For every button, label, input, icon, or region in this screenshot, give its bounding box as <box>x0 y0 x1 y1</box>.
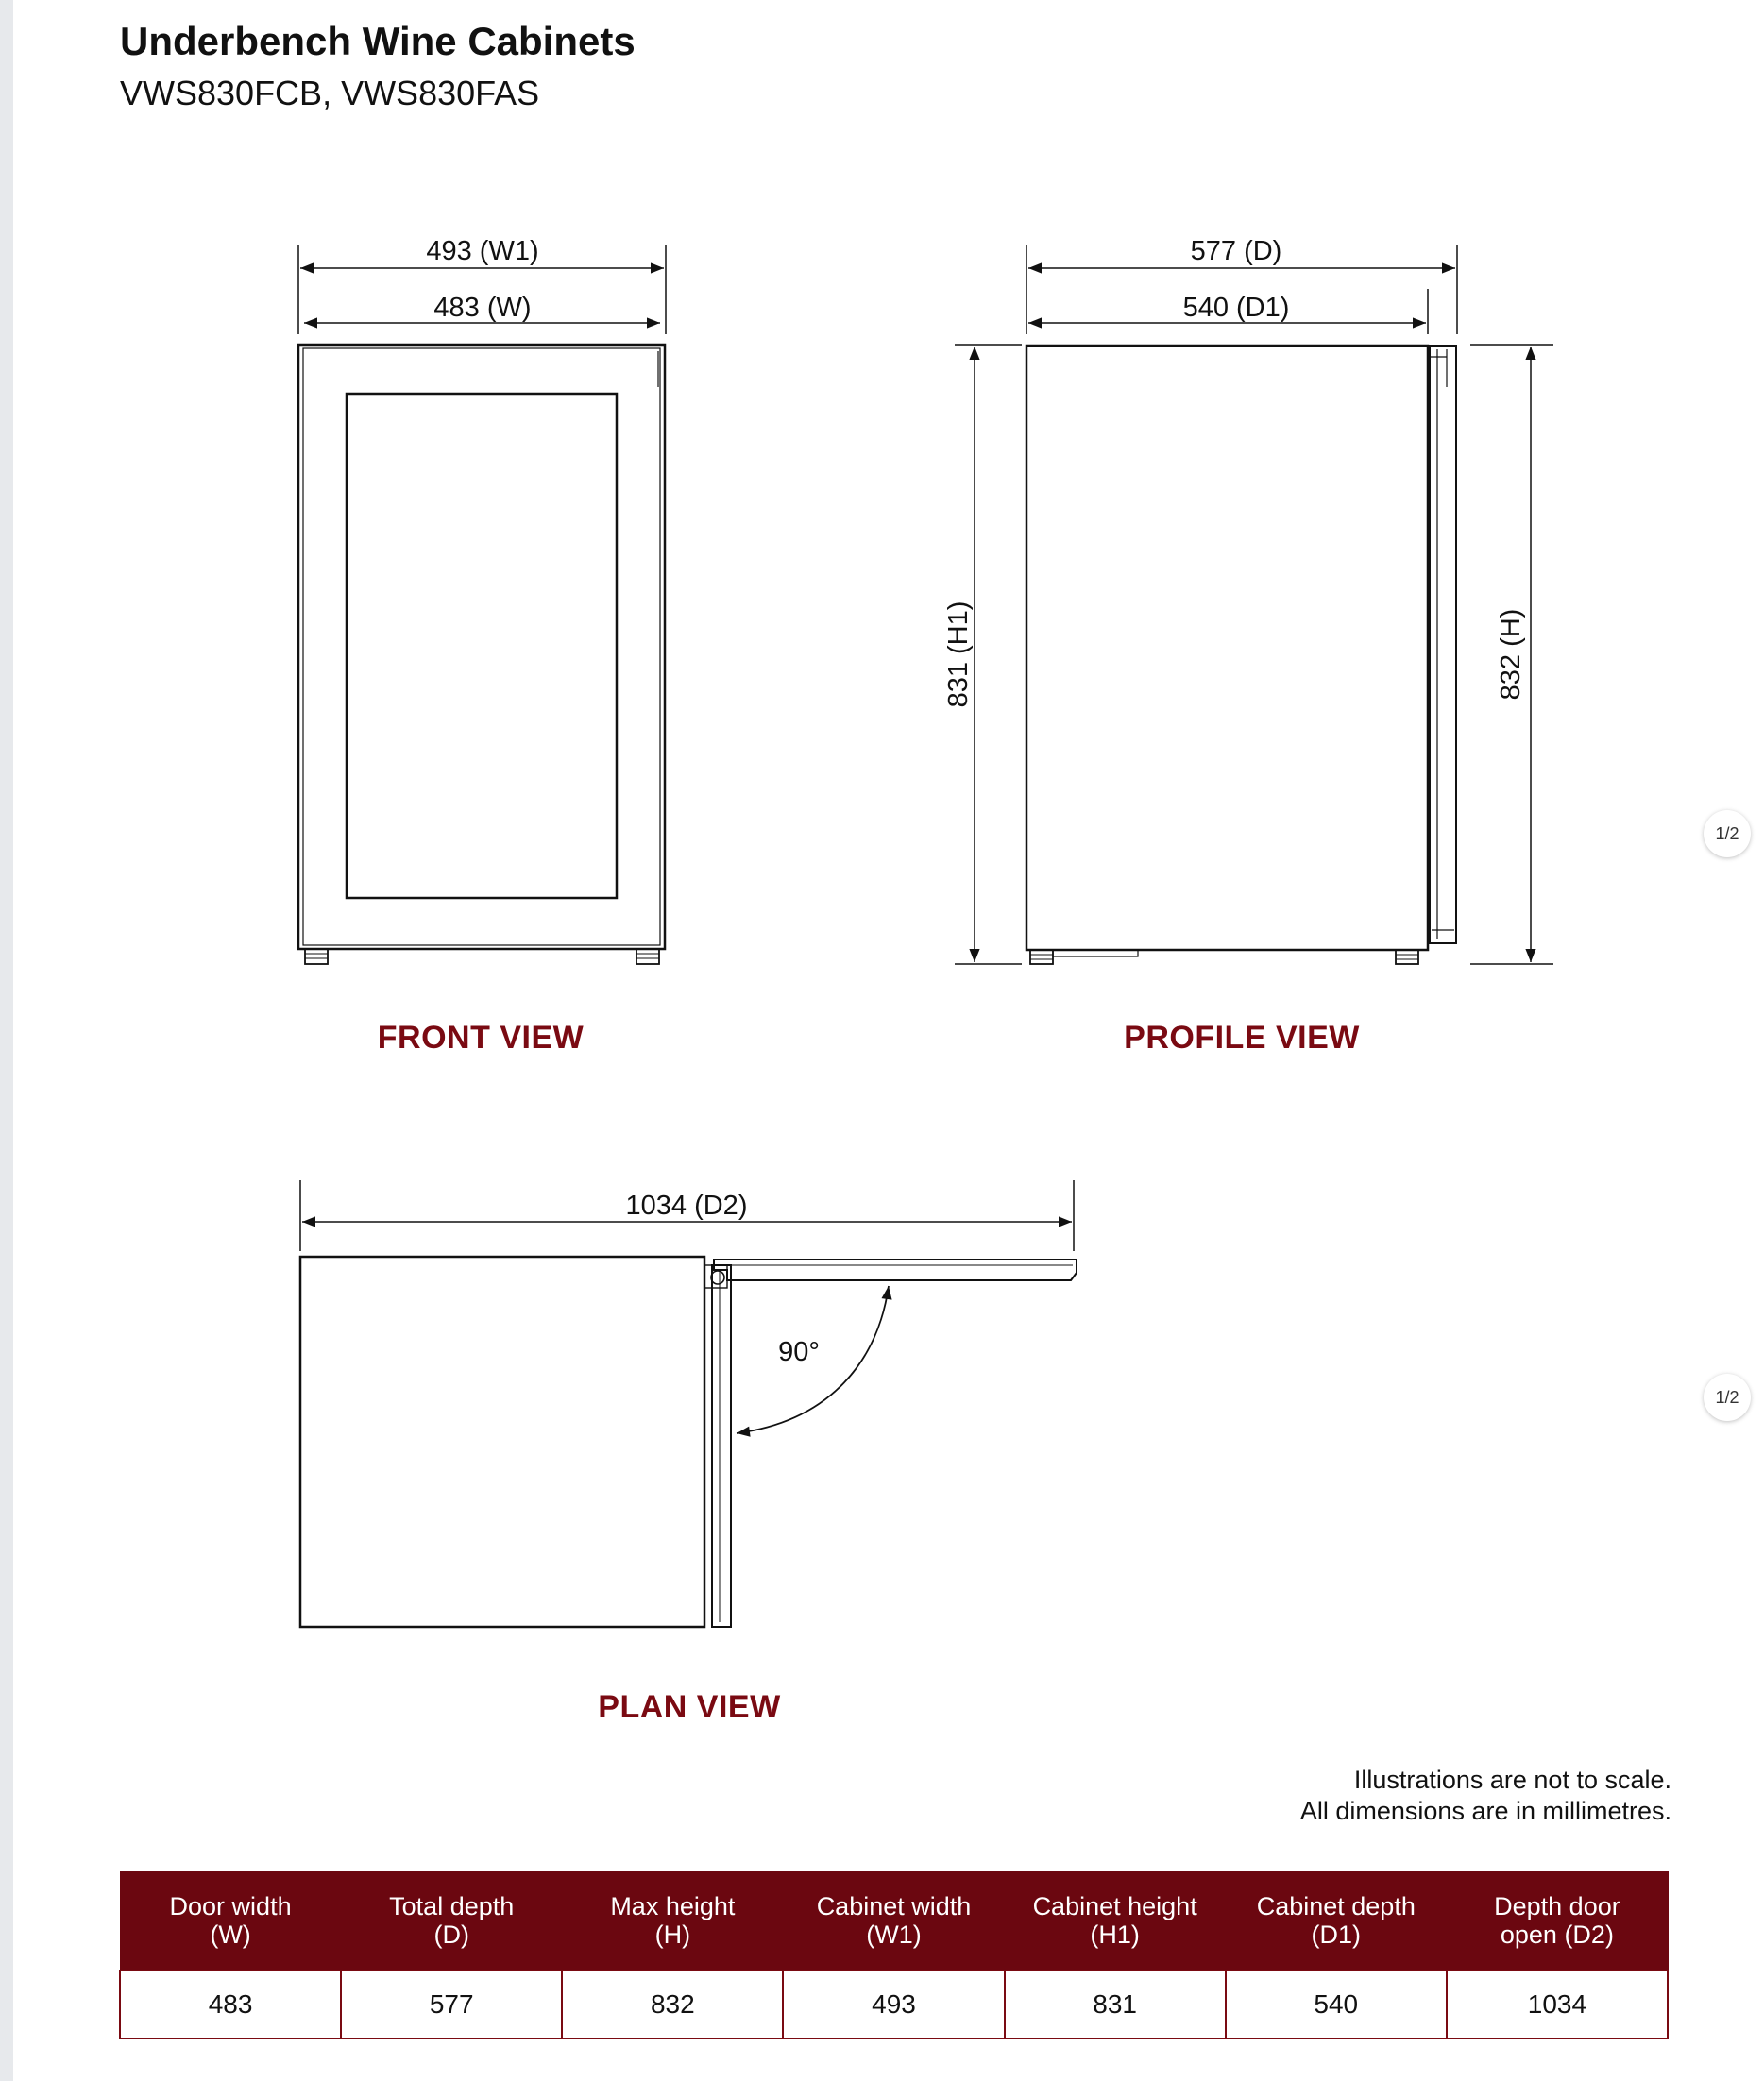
front-door-glass <box>347 394 617 898</box>
profile-cabinet-body <box>1026 346 1428 950</box>
value-door-width: 483 <box>120 1971 341 2039</box>
angle-label: 90° <box>778 1337 820 1367</box>
header-line: Total depth <box>389 1892 515 1920</box>
dim-label-d2: 1034 (D2) <box>625 1191 748 1221</box>
header-line: Cabinet height <box>1032 1892 1197 1920</box>
front-foot-right <box>636 949 659 964</box>
header-line: (D) <box>433 1920 469 1949</box>
dim-label-w1: 493 (W1) <box>426 236 539 266</box>
header-door-width <box>120 1871 341 1971</box>
dimensions-table <box>119 1871 1669 2039</box>
dim-label-d: 577 (D) <box>1190 236 1282 266</box>
header-max-height <box>562 1871 783 1971</box>
value-max-height: 832 <box>562 1971 783 2039</box>
profile-view <box>955 245 1553 964</box>
header-depth-door-open <box>1447 1871 1668 1971</box>
table-header-row <box>120 1871 1668 1971</box>
profile-view-label: PROFILE VIEW <box>1124 1020 1360 1056</box>
header-line: open (D2) <box>1500 1920 1614 1949</box>
value-cabinet-depth: 540 <box>1226 1971 1447 2039</box>
dim-label-w: 483 (W) <box>433 293 532 323</box>
header-line: (H) <box>654 1920 691 1949</box>
profile-door <box>1430 346 1456 943</box>
hinge-icon <box>711 1271 724 1284</box>
header-line: Cabinet depth <box>1256 1892 1416 1920</box>
header-line: (H1) <box>1090 1920 1140 1949</box>
note-not-to-scale: Illustrations are not to scale. <box>1353 1766 1671 1794</box>
front-view-label: FRONT VIEW <box>377 1020 585 1056</box>
plan-door-closed <box>712 1265 731 1627</box>
profile-foot-rear <box>1396 950 1418 964</box>
front-foot-left <box>305 949 328 964</box>
front-view <box>298 245 666 964</box>
value-cabinet-width: 493 <box>783 1971 1004 2039</box>
profile-foot-front <box>1030 950 1053 964</box>
header-line: Max height <box>610 1892 736 1920</box>
header-line: Door width <box>169 1892 292 1920</box>
header-line: (D1) <box>1311 1920 1362 1949</box>
plan-cabinet-body <box>300 1257 704 1627</box>
plan-door-open <box>714 1260 1077 1280</box>
plan-view <box>300 1180 1077 1627</box>
dim-label-h1: 831 (H1) <box>943 601 974 708</box>
value-total-depth: 577 <box>341 1971 562 2039</box>
dim-label-d1: 540 (D1) <box>1182 293 1290 323</box>
value-cabinet-height: 831 <box>1005 1971 1226 2039</box>
header-line: Depth door <box>1494 1892 1620 1920</box>
header-cabinet-width <box>783 1871 1004 1971</box>
table-row <box>120 1971 1668 2039</box>
front-cabinet-body <box>298 345 665 949</box>
header-line: Cabinet width <box>816 1892 972 1920</box>
header-line: (W) <box>210 1920 251 1949</box>
page-indicator[interactable]: 1/2 <box>1704 1374 1751 1421</box>
header-cabinet-depth <box>1226 1871 1447 1971</box>
dim-label-h: 832 (H) <box>1496 608 1526 701</box>
page-indicator[interactable]: 1/2 <box>1704 810 1751 857</box>
note-units: All dimensions are in millimetres. <box>1299 1797 1671 1825</box>
header-cabinet-height <box>1005 1871 1226 1971</box>
header-total-depth <box>341 1871 562 1971</box>
header-line: (W1) <box>866 1920 922 1949</box>
value-depth-door-open: 1034 <box>1447 1971 1668 2039</box>
model-numbers: VWS830FCB, VWS830FAS <box>120 74 540 112</box>
document-title: Underbench Wine Cabinets <box>120 19 636 63</box>
plan-view-label: PLAN VIEW <box>598 1689 781 1725</box>
